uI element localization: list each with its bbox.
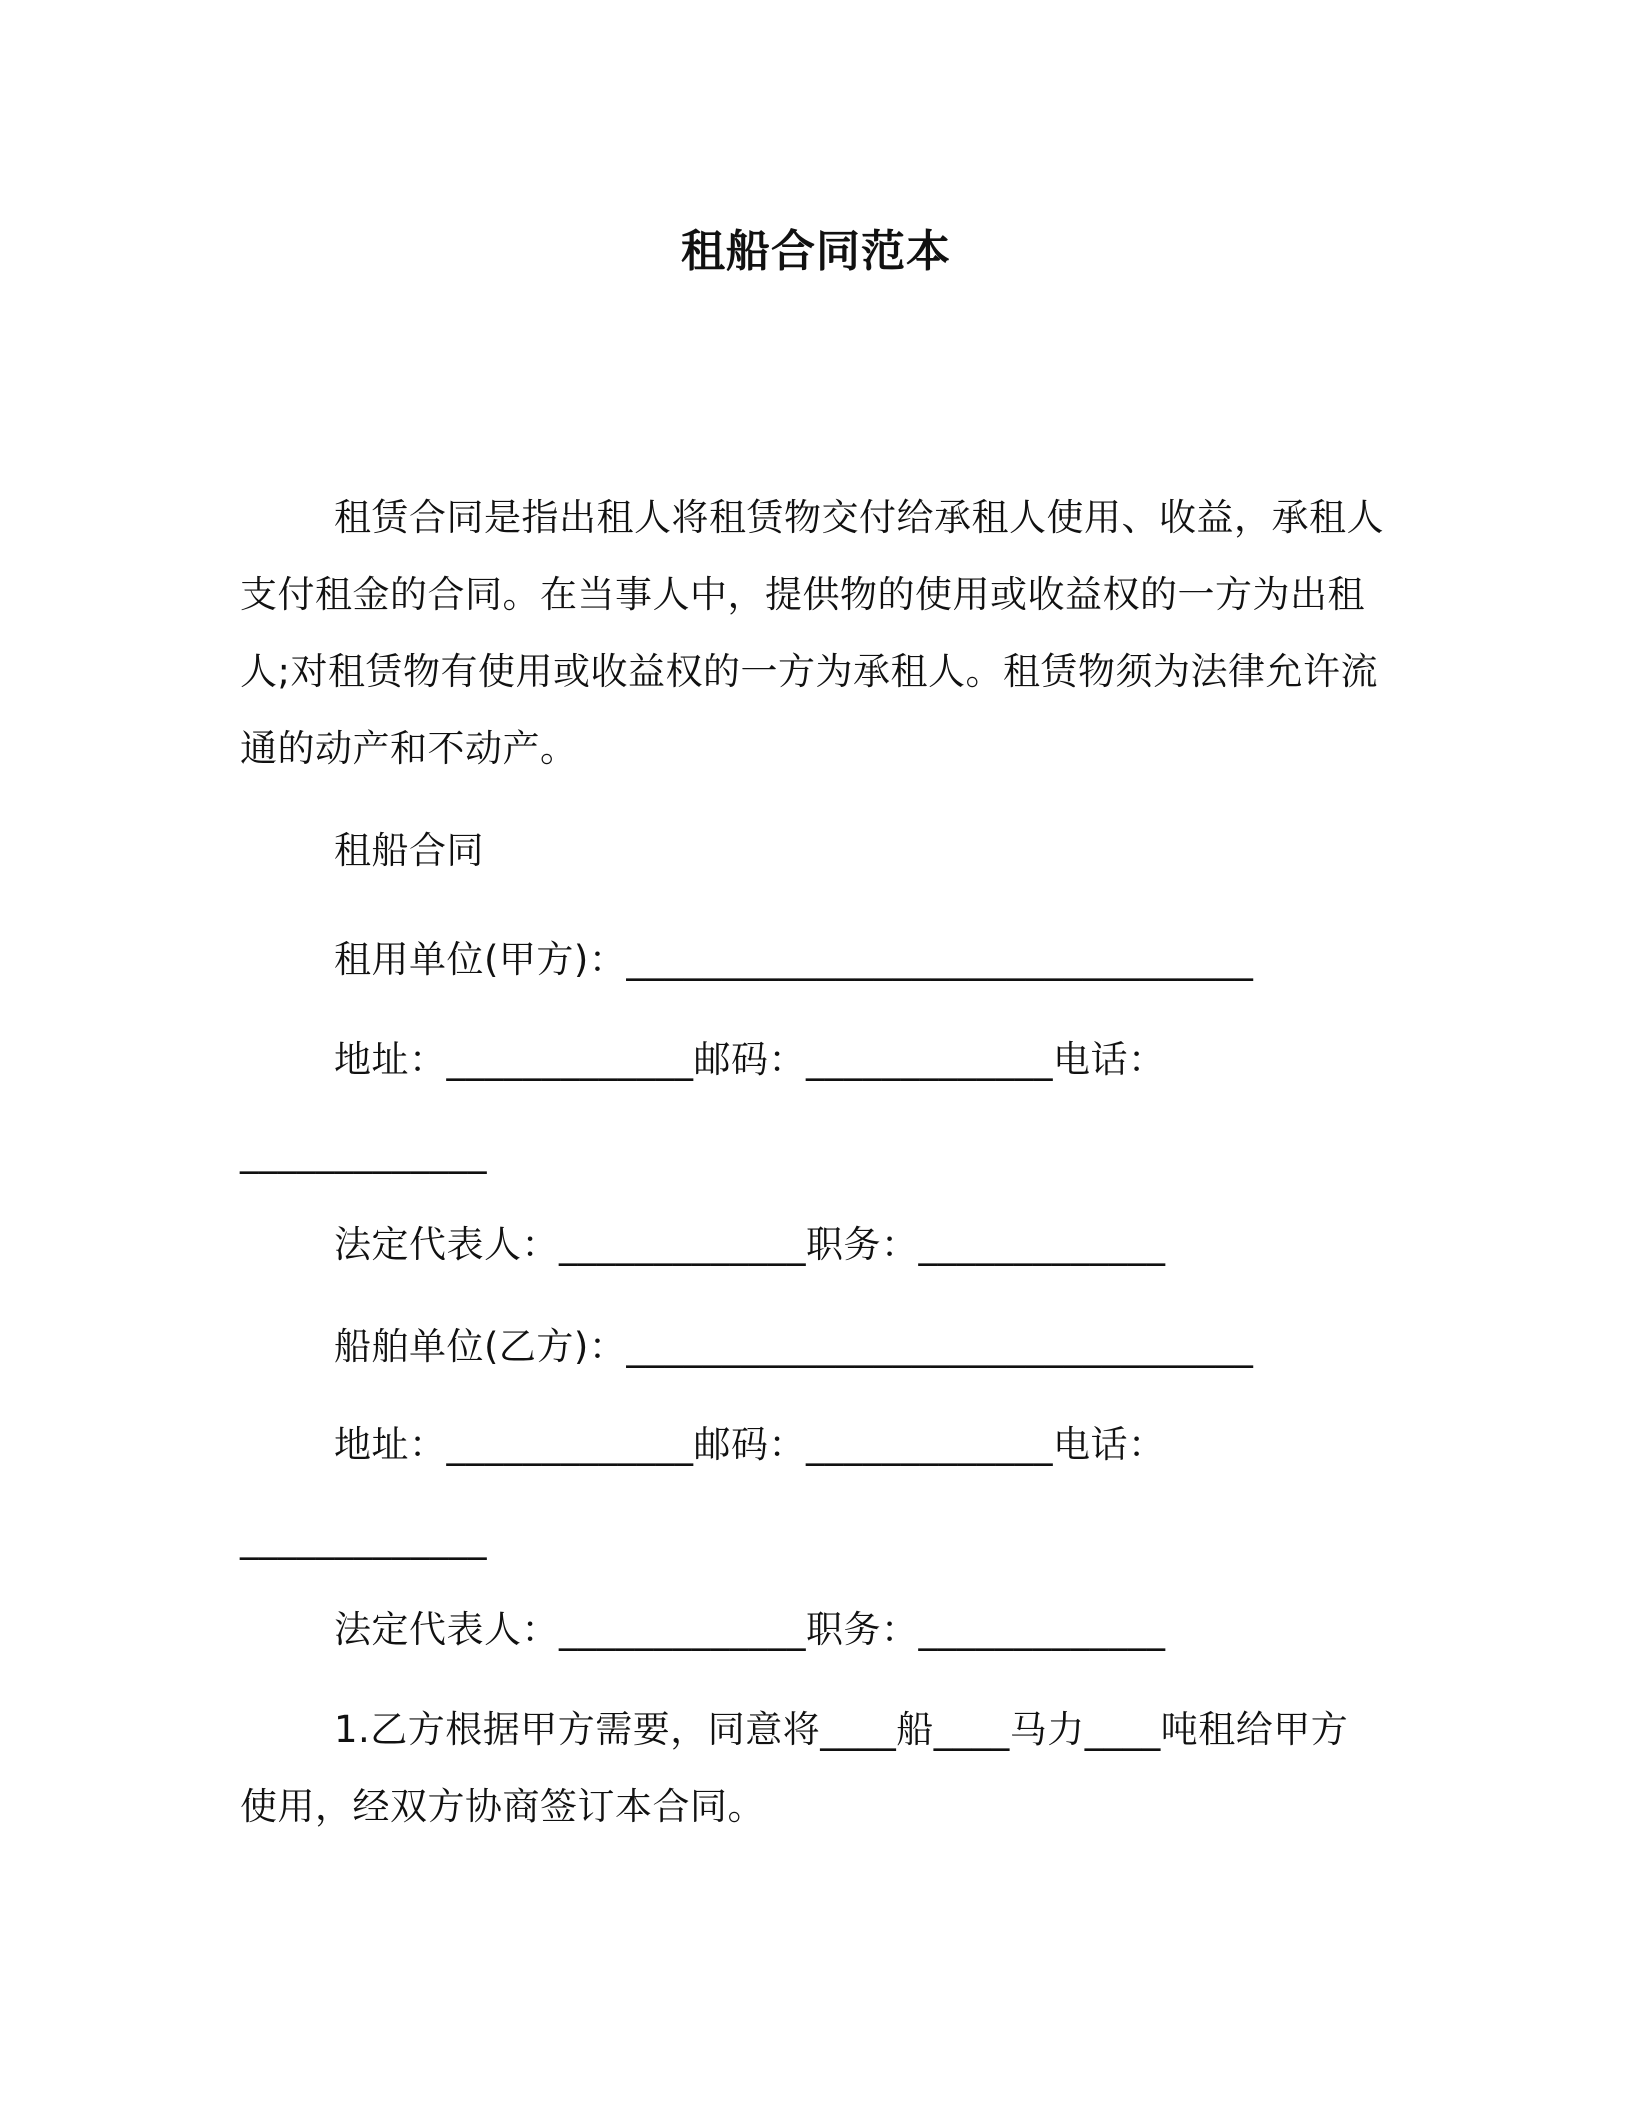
intro-paragraph-line: 通的动产和不动产。	[240, 727, 578, 770]
section-heading: 租船合同	[334, 829, 484, 872]
intro-paragraph-line: 租赁合同是指出租人将租赁物交付给承租人使用、收益，承租人	[334, 496, 1384, 539]
party-b-unit-field: 船舶单位(乙方)：_________________________________	[334, 1325, 1254, 1368]
intro-paragraph-line: 支付租金的合同。在当事人中，提供物的使用或收益权的一方为出租	[240, 573, 1365, 616]
party-a-representative-field: 法定代表人：_____________职务：_____________	[334, 1223, 1166, 1266]
party-b-address-field: 地址：_____________邮码：_____________电话：	[334, 1423, 1166, 1466]
party-b-phone-blank: _____________	[240, 1517, 487, 1560]
clause-1-line: 1.乙方根据甲方需要，同意将____船____马力____吨租给甲方	[334, 1708, 1349, 1751]
party-a-address-field: 地址：_____________邮码：_____________电话：	[334, 1038, 1166, 1081]
intro-paragraph-line: 人;对租赁物有使用或收益权的一方为承租人。租赁物须为法律允许流	[240, 650, 1378, 693]
document-title: 租船合同范本	[681, 226, 951, 277]
party-a-phone-blank: _____________	[240, 1131, 487, 1174]
party-b-representative-field: 法定代表人：_____________职务：_____________	[334, 1608, 1166, 1651]
clause-1-line: 使用，经双方协商签订本合同。	[240, 1785, 765, 1828]
party-a-unit-field: 租用单位(甲方)：_________________________________	[334, 938, 1254, 981]
